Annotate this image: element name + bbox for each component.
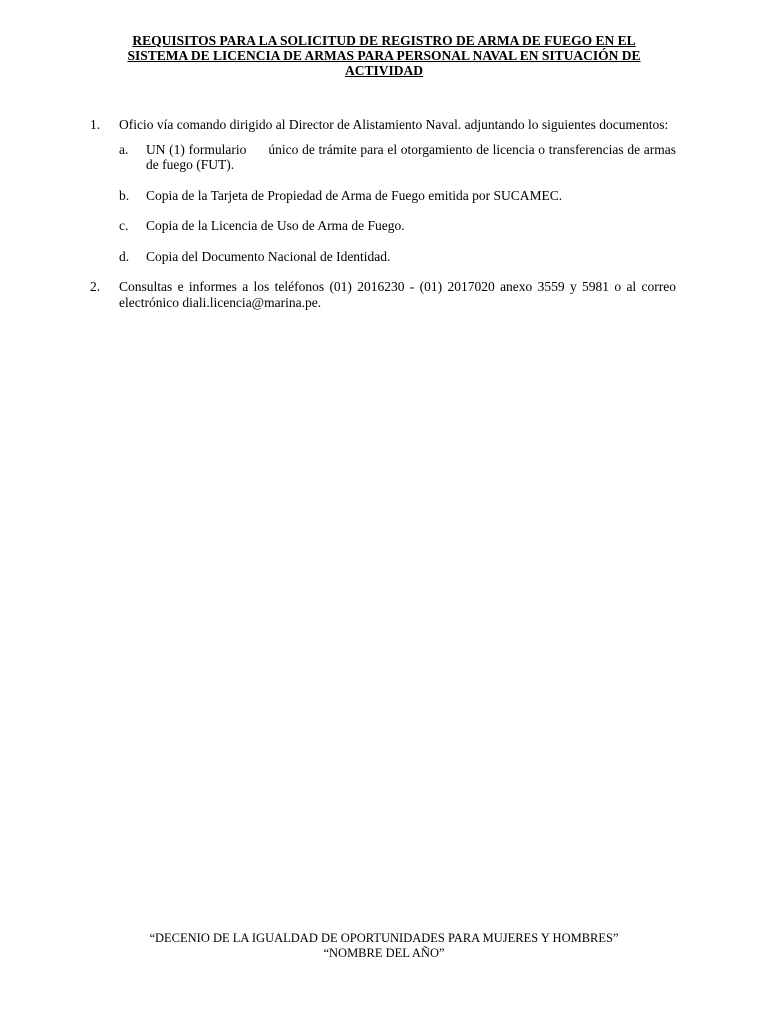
footer-line-2: “NOMBRE DEL AÑO” — [323, 945, 445, 960]
item-text: Oficio vía comando dirigido al Director de Alistamiento Naval. adjuntando lo siguientes documentos: — [119, 117, 669, 132]
sub-item-letter: b. — [119, 187, 130, 203]
sub-item-c — [90, 218, 676, 234]
title-line-2: SISTEMA DE LICENCIA DE ARMAS PARA PERSONAL NAVAL EN SITUACIÓN DE — [127, 48, 641, 63]
requirement-item-1 — [90, 117, 680, 264]
footer-line-1: “DECENIO DE LA IGUALDAD DE OPORTUNIDADES PARA MUJERES Y HOMBRES” — [149, 931, 619, 945]
document-title — [90, 33, 678, 78]
title-line-1: REQUISITOS PARA LA SOLICITUD DE REGISTRO DE ARMA DE FUEGO EN EL — [132, 33, 636, 48]
sub-item-letter: d. — [119, 248, 130, 264]
sub-item-b — [90, 188, 676, 204]
sub-item-d — [90, 249, 676, 265]
document-sub-list — [90, 141, 680, 265]
item-text: Consultas e informes a los teléfonos (01) 2016230 - (01) 2017020 anexo 3559 y 5981 o al correo electrónico diali.licencia@marina.pe. — [119, 279, 676, 310]
item-number: 2. — [90, 279, 101, 294]
footer-motto — [90, 931, 678, 960]
sub-item-letter: a. — [119, 141, 129, 157]
sub-item-letter: c. — [119, 218, 129, 233]
sub-item-text: Copia del Documento Nacional de Identidad. — [146, 248, 391, 264]
sub-item-a — [90, 141, 680, 173]
requirement-item-2 — [90, 279, 676, 310]
title-line-3: ACTIVIDAD — [344, 63, 423, 78]
item-number: 1. — [90, 117, 101, 132]
sub-item-text: Copia de la Licencia de Uso de Arma de Fuego. — [146, 218, 405, 233]
sub-item-text: UN (1) formulario único de trámite para el otorgamiento de licencia o transferencias de armas de fuego (FUT). — [146, 141, 680, 172]
sub-item-text: Copia de la Tarjeta de Propiedad de Arma de Fuego emitida por SUCAMEC. — [146, 187, 563, 203]
requirements-list — [90, 117, 680, 310]
